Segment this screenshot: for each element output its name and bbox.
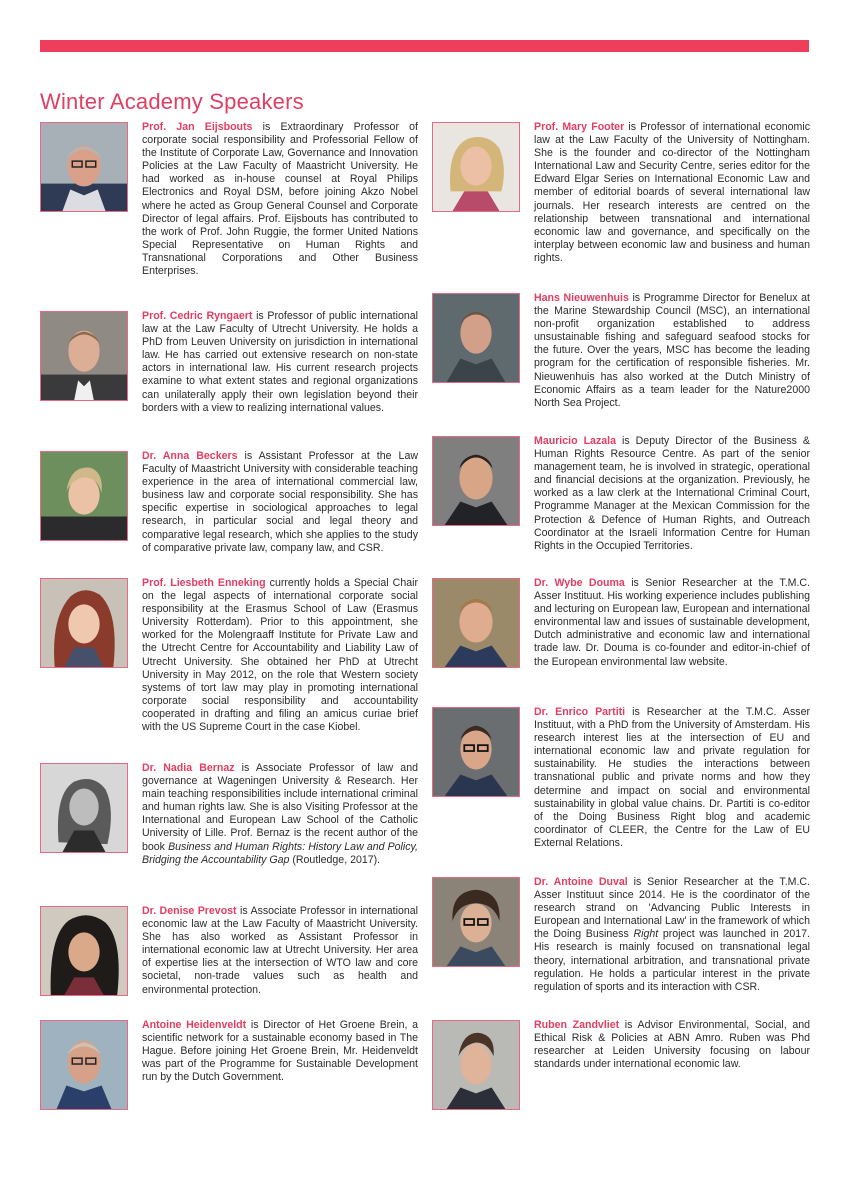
speaker-photo (40, 122, 128, 212)
speaker-bio: Prof. Cedric Ryngaert is Professor of public international law at the Law Faculty of Utrecht University. He holds a PhD from Leuven University on jurisdiction in international law. He has carried out extensive research on non-state actors in international law. His current research projects examine to what extent states and regional organizations can unilaterally apply their own legislation beyond their borders with a view to realizing international values. (142, 310, 418, 414)
page-title: Winter Academy Speakers (40, 88, 304, 114)
speaker-name: Dr. Wybe Douma (534, 577, 625, 589)
speaker-name: Prof. Liesbeth Enneking (142, 577, 266, 589)
speaker-bio: Prof. Mary Footer is Professor of international economic law at the Law Faculty of the University of Nottingham. She is the founder and co-director of the Nottingham International Law and Security Centre, series editor for the Edward Elgar Series on International Economic Law and member of editorial boards of several international law journals. Her research interests are centred on the relationship between transnational and international economic law and governance, and specifically on the interplay between economic law and business and human rights. (534, 121, 810, 264)
speaker-photo (432, 578, 520, 668)
speaker-photo (432, 1020, 520, 1110)
speaker-photo (40, 451, 128, 541)
speaker-name: Prof. Mary Footer (534, 121, 625, 133)
speaker-bio: Dr. Denise Prevost is Associate Professor in international economic law at the Law Faculty of Maastricht University. She has also worked as Assistant Professor in international economic law at Utrecht University. Her area of expertise lies at the intersection of WTO law and core societal, non-trade values such as health and environmental protection. (142, 905, 419, 996)
speaker-name: Ruben Zandvliet (534, 1019, 620, 1031)
top-accent-bar (40, 40, 809, 52)
speaker-name: Dr. Nadia Bernaz (142, 762, 235, 774)
speaker-name: Antoine Heidenveldt (142, 1019, 247, 1031)
speaker-bio: Prof. Jan Eijsbouts is Extraordinary Professor of corporate social responsibility and Professorial Fellow of the Institute of Corporate Law, Governance and Innovation Policies at the Law Faculty of Maastricht University. He had worked as in-house counsel at Royal Philips Electronics and Royal DSM, before joining Akzo Nobel where he acted as Group General Counsel and Corporate Director of legal affairs. Prof. Eijsbouts has contributed to the work of Prof. John Ruggie, the former United Nations Special Representative on Human Rights and Transnational Corporations and Other Business Enterprises. (142, 121, 418, 278)
speaker-bio: Dr. Wybe Douma is Senior Researcher at the T.M.C. Asser Instituut. His working experience includes publishing and lecturing on European law, European and international environmental law and issues of sustainable development, Dutch administrative and economic law and international trade law. Dr. Douma is co-founder and editor-in-chief of the European environmental law website. (534, 577, 810, 668)
speaker-bio: Dr. Anna Beckers is Assistant Professor at the Law Faculty of Maastricht University with considerable teaching experience in the area of international commercial law, business law and corporate social responsibility. She has specific expertise in sociological approaches to legal research, in particular social and legal theory and comparative legal research, which she applies to the study of comparative private law, company law, and CSR. (142, 450, 418, 554)
speaker-bio: Antoine Heidenveldt is Director of Het Groene Brein, a scientific network for a sustainable economy based in The Hague. Before joining Het Groene Brein, Mr. Heidenveldt was part of the Programme for Sustainable Development run by the Dutch Government. (142, 1019, 418, 1084)
speaker-bio: Dr. Enrico Partiti is Researcher at the T.M.C. Asser Instituut, with a PhD from the University of Amsterdam. His research interest lies at the intersection of EU and international economic law and private regulation for sustainability. He studies the interactions between transnational public and private norms and how they determine and impact on social and environmental sustainability in global value chains. Dr. Partiti is co-editor of the Doing Business Right blog and academic coordinator of CLEER, the Centre for the Law of EU External Relations. (534, 706, 810, 849)
speaker-photo (40, 311, 128, 401)
speaker-name: Prof. Jan Eijsbouts (142, 121, 253, 133)
speaker-photo (40, 763, 128, 853)
speaker-name: Hans Nieuwenhuis (534, 292, 629, 304)
speaker-bio: Ruben Zandvliet is Advisor Environmental, Social, and Ethical Risk & Policies at ABN Amro. Ruben was Phd researcher at Leiden University focusing on labour standards under international economic law. (534, 1019, 810, 1071)
speaker-photo (40, 906, 128, 996)
speaker-bio: Hans Nieuwenhuis is Programme Director for Benelux at the Marine Stewardship Council (MSC), an international non-profit organization established to address unsustainable fishing and safeguard seafood stocks for the future. Over the years, MSC has become the leading program for the certification of responsible fisheries. Mr. Nieuwenhuis has also worked at the Dutch Ministry of Economic Affairs as a team leader for the Nature2000 North Sea Project. (534, 292, 810, 409)
speaker-photo (432, 293, 520, 383)
project-name: Right (633, 928, 659, 941)
speaker-bio: Dr. Antoine Duval is Senior Researcher at the T.M.C. Asser Instituut since 2014. He is the coordinator of the research strand on 'Advancing Public Interests in European and International Law' in the framework of which the Doing Business Right project was launched in 2017. His research is mainly focused on transnational legal theory, international arbitration, and transnational private regulation. He holds a particular interest in the private regulation of sports and its interaction with CSR. (534, 876, 810, 993)
speaker-name: Dr. Antoine Duval (534, 876, 628, 888)
speaker-photo (432, 436, 520, 526)
speaker-bio: Prof. Liesbeth Enneking currently holds a Special Chair on the legal aspects of international corporate social responsibility at the Erasmus School of Law (Erasmus University Rotterdam). Prior to this appointment, she worked for the Molengraaff Institute for Private Law and the Utrecht Centre for Accountability and Liability Law of Utrecht University. She obtained her PhD at Utrecht University in May 2012, on the role that Western society systems of tort law may play in promoting international corporate social responsibility and accountability cooperated in drafting and filing an amicus curiae brief with the US Supreme Court in the case Kiobel. (142, 577, 418, 734)
speaker-photo (40, 1020, 128, 1110)
speaker-photo (432, 122, 520, 212)
speaker-name: Dr. Enrico Partiti (534, 706, 626, 718)
speaker-bio: Mauricio Lazala is Deputy Director of the Business & Human Rights Resource Centre. As part of the senior management team, he is involved in strategic, operational and financial decisions at the organization. Previously, he worked as a law clerk at the International Criminal Court, Programme Manager at the Mexican Commission for the Protection & Defence of Human Rights, and Outreach Coordinator at the Israeli Information Centre for Human Rights in the Occupied Territories. (534, 435, 810, 552)
book-title: Business and Human Rights: History Law and Policy, Bridging the Accountability Gap (142, 840, 419, 866)
speaker-photo (432, 707, 520, 797)
speaker-name: Dr. Anna Beckers (142, 450, 238, 462)
speaker-photo (432, 877, 520, 967)
speaker-photo (40, 578, 128, 668)
speaker-name: Prof. Cedric Ryngaert (142, 310, 253, 322)
speaker-name: Dr. Denise Prevost (142, 905, 237, 917)
speaker-name: Mauricio Lazala (534, 435, 616, 447)
speaker-bio: Dr. Nadia Bernaz is Associate Professor of law and governance at Wageningen University & Research. Her main teaching responsibilities include international criminal and human rights law. She is also Visiting Professor at the International and European Law School of the Catholic University of Lille. Prof. Bernaz is the recent author of the book Business and Human Rights: History Law and Policy, Bridging the Accountability Gap (Routledge, 2017). (142, 762, 419, 866)
